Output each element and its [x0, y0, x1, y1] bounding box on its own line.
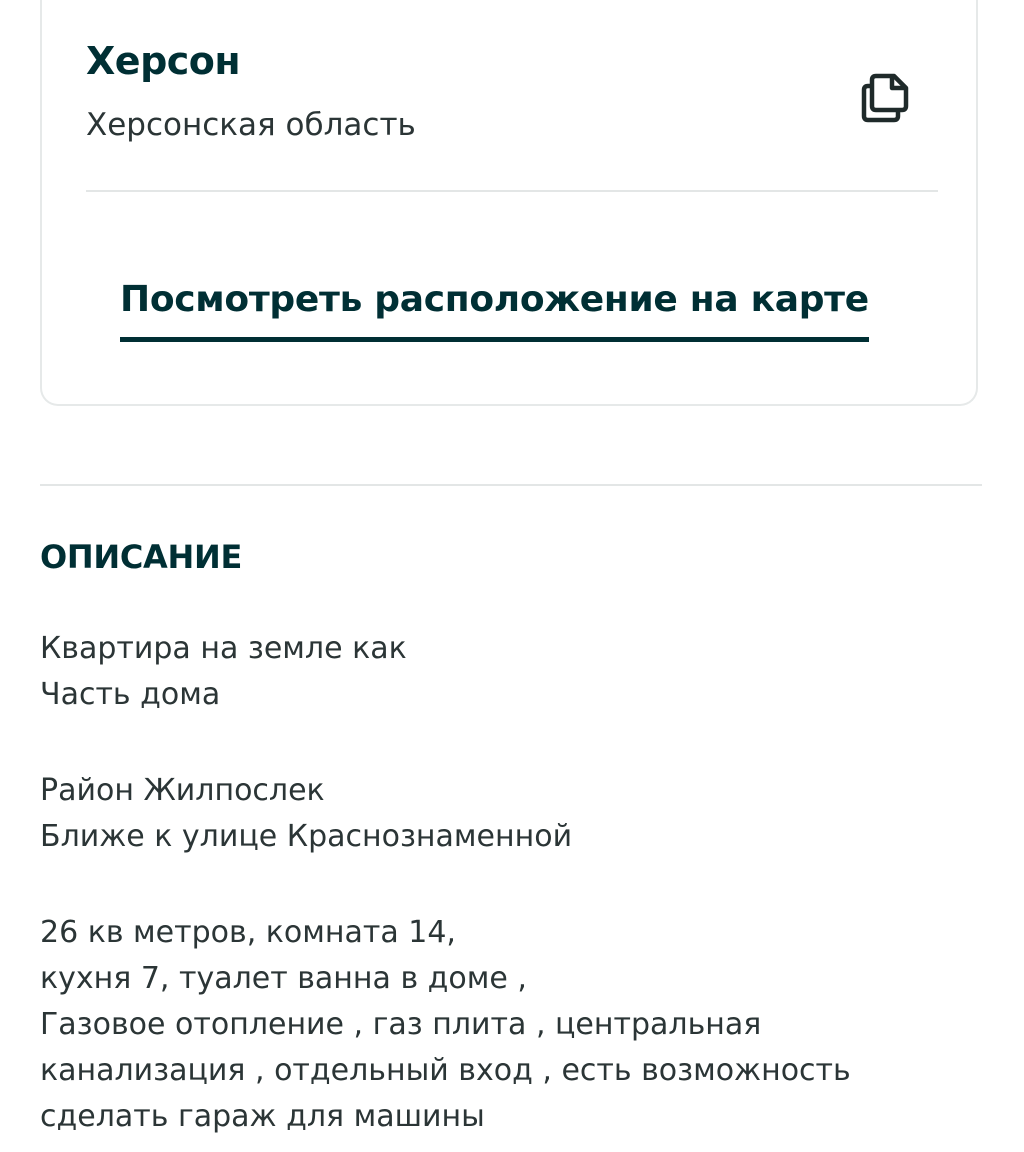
description-line: Квартира на земле как	[40, 631, 407, 666]
description-line: Газовое отопление , газ плита , центральная	[40, 1007, 762, 1042]
description-line: Часть дома	[40, 677, 221, 712]
description-line: Район Жилпослек	[40, 773, 325, 808]
description-line: 26 кв метров, комната 14,	[40, 915, 456, 950]
description-line: Ближе к улице Краснознаменной	[40, 819, 573, 854]
paragraph-gap	[40, 860, 990, 910]
location-card	[40, 0, 978, 406]
copy-icon	[856, 68, 914, 126]
description-heading: ОПИСАНИЕ	[40, 538, 243, 576]
description-line: сделать гараж для машины	[40, 1099, 485, 1134]
region-name: Херсонская область	[86, 107, 416, 143]
description-line: кухня 7, туалет ванна в доме ,	[40, 961, 527, 996]
description-line: канализация , отдельный вход , есть возможность	[40, 1053, 851, 1088]
section-divider	[40, 484, 982, 486]
paragraph-gap	[40, 718, 990, 768]
card-divider	[86, 190, 938, 192]
view-on-map-link[interactable]: Посмотреть расположение на карте	[120, 282, 869, 342]
description-text	[40, 626, 990, 1140]
copy-button[interactable]	[856, 68, 914, 126]
city-name: Херсон	[86, 39, 241, 83]
